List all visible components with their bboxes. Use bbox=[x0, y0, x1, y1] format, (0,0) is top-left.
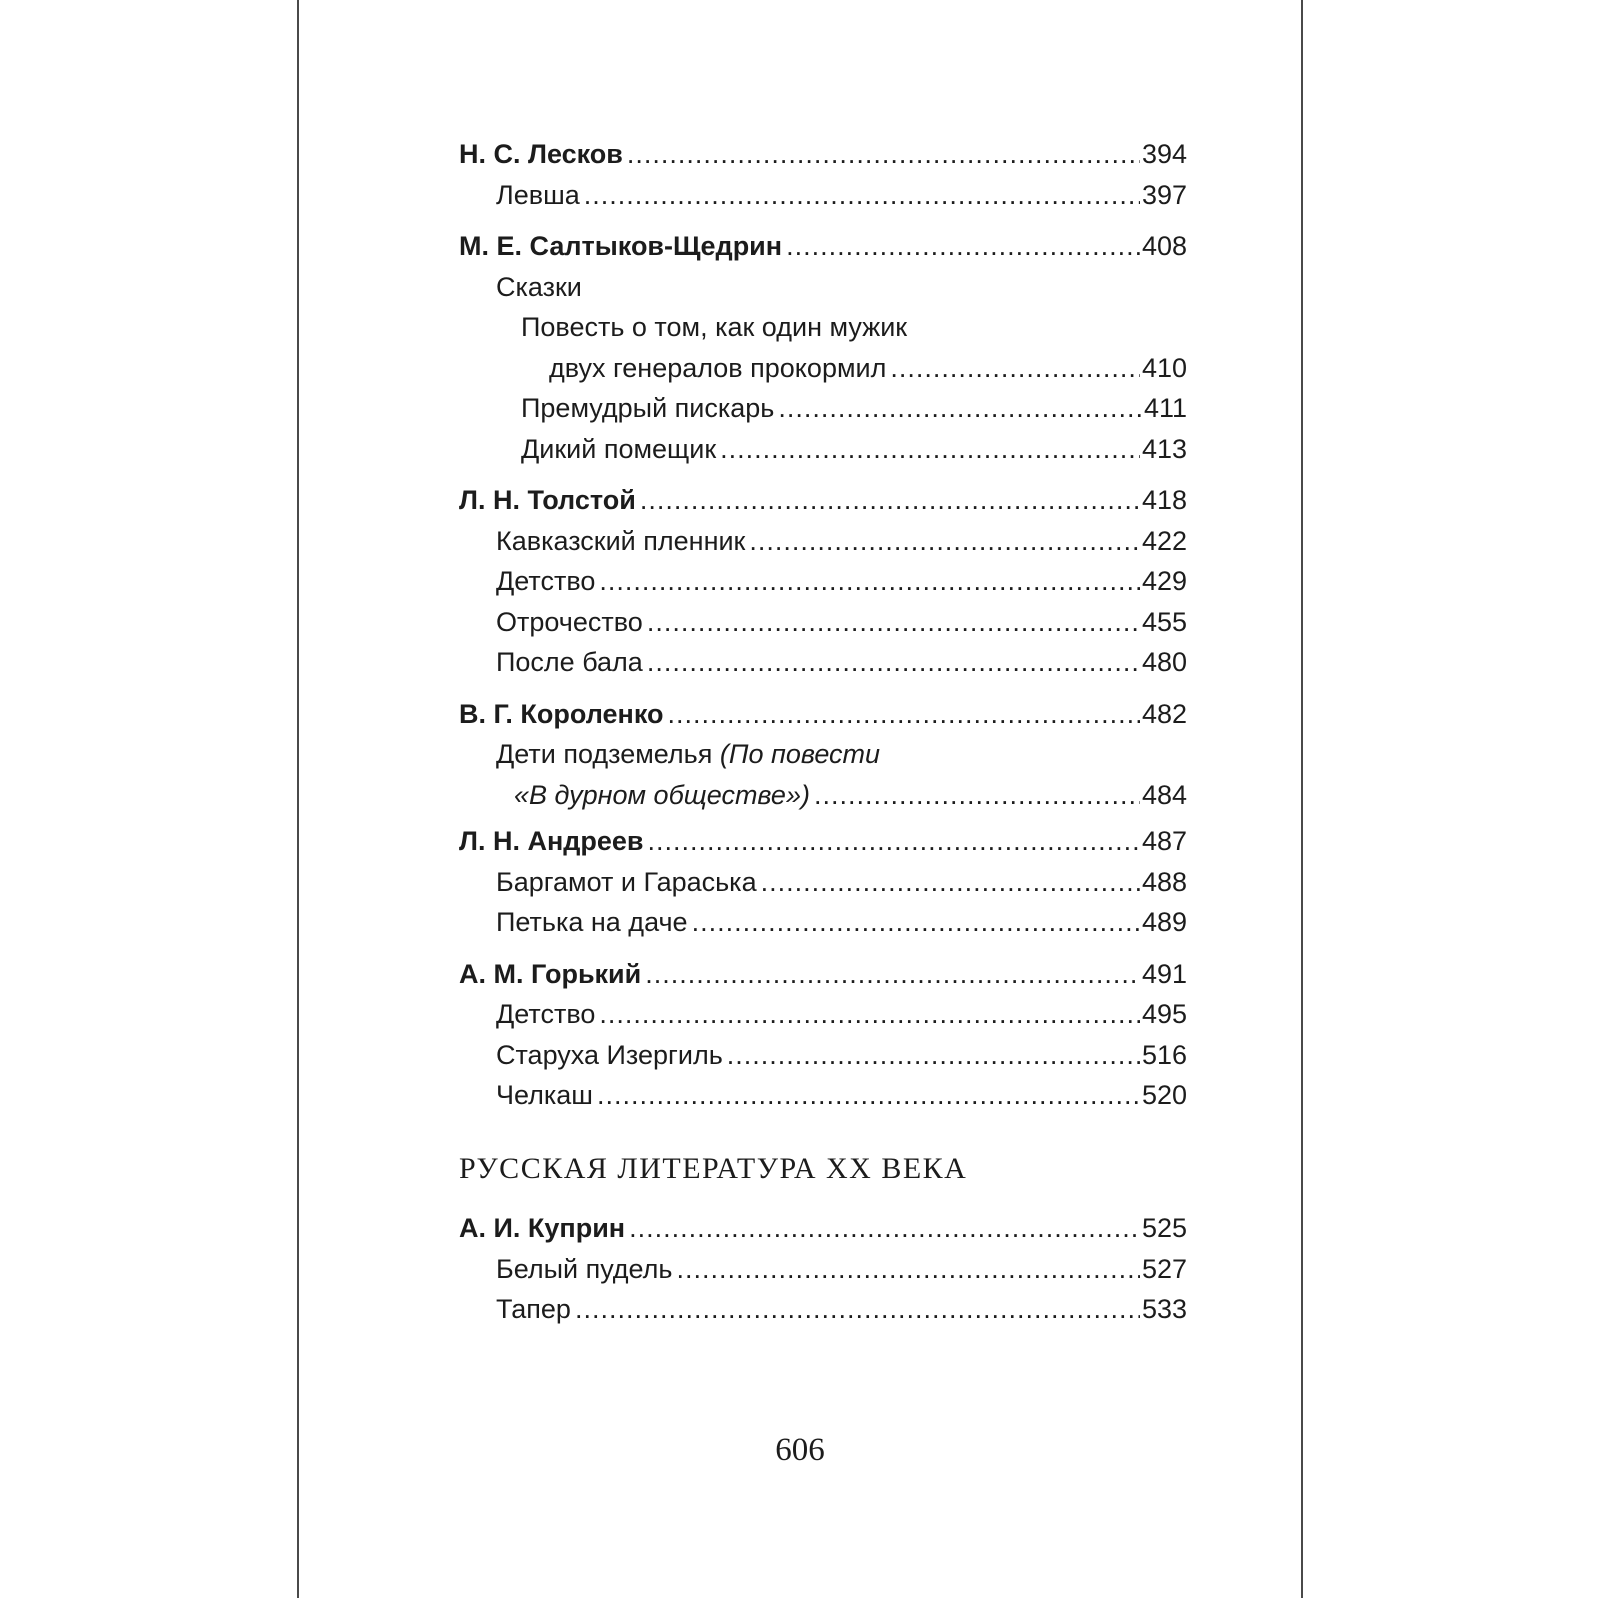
work-title: Детство bbox=[496, 999, 596, 1029]
dot-leader bbox=[692, 902, 1140, 943]
work-title-continued: двух генералов прокормил bbox=[549, 352, 887, 383]
page-ref: 455 bbox=[1141, 606, 1187, 637]
dot-leader bbox=[597, 1075, 1140, 1116]
page-ref: 488 bbox=[1141, 866, 1187, 897]
table-of-contents-continued bbox=[459, 1208, 1187, 1330]
page-ref: 484 bbox=[1141, 779, 1187, 810]
table-of-contents bbox=[459, 134, 1187, 1116]
page-ref: 482 bbox=[1141, 698, 1187, 729]
work-title: Кавказский пленник bbox=[496, 525, 746, 556]
work-title: Старуха Изергиль bbox=[496, 1039, 723, 1070]
work-title: Дикий помещик bbox=[521, 433, 717, 464]
toc-work-entry[interactable] bbox=[459, 642, 1187, 683]
dot-leader bbox=[599, 561, 1140, 602]
page-ref: 495 bbox=[1141, 999, 1187, 1029]
work-title: Левша bbox=[496, 179, 580, 210]
toc-work-entry[interactable] bbox=[459, 175, 1187, 216]
dot-leader bbox=[814, 775, 1140, 816]
work-title: После бала bbox=[496, 647, 643, 677]
toc-work-entry[interactable] bbox=[459, 862, 1187, 903]
dot-leader bbox=[627, 134, 1140, 175]
toc-author-entry[interactable] bbox=[459, 1208, 1187, 1249]
page-ref: 520 bbox=[1141, 1080, 1187, 1110]
work-title: Дети подземелья bbox=[496, 739, 713, 769]
page-ref: 489 bbox=[1141, 907, 1187, 937]
work-title: Баргамот и Гараська bbox=[496, 866, 757, 897]
page-ref: 394 bbox=[1141, 139, 1187, 169]
toc-author-entry[interactable] bbox=[459, 226, 1187, 267]
dot-leader bbox=[677, 1249, 1140, 1290]
toc-work-entry[interactable] bbox=[459, 1289, 1187, 1330]
toc-work-entry[interactable] bbox=[459, 561, 1187, 602]
dot-leader bbox=[727, 1035, 1140, 1076]
page-ref: 525 bbox=[1141, 1213, 1187, 1243]
toc-work-entry[interactable] bbox=[459, 994, 1187, 1035]
work-title: Отрочество bbox=[496, 606, 643, 637]
author-name: М. Е. Салтыков-Щедрин bbox=[459, 231, 783, 261]
section-heading: РУССКАЯ ЛИТЕРАТУРА XX ВЕКА bbox=[459, 1152, 968, 1185]
author-name: Н. С. Лесков bbox=[459, 139, 623, 169]
author-name: Л. Н. Андреев bbox=[459, 826, 644, 856]
dot-leader bbox=[648, 821, 1140, 862]
page-ref: 410 bbox=[1141, 352, 1187, 383]
page-ref: 408 bbox=[1141, 231, 1187, 261]
dot-leader bbox=[890, 348, 1140, 389]
toc-author-entry[interactable] bbox=[459, 480, 1187, 521]
work-note: (По повести bbox=[719, 739, 881, 769]
toc-work-entry-line2[interactable] bbox=[459, 775, 1187, 816]
dot-leader bbox=[749, 521, 1140, 562]
toc-work-entry[interactable] bbox=[459, 521, 1187, 562]
toc-author-entry[interactable] bbox=[459, 694, 1187, 735]
author-name: В. Г. Короленко bbox=[459, 698, 664, 729]
toc-work-entry-line1[interactable] bbox=[459, 307, 1187, 348]
toc-work-entry[interactable] bbox=[459, 602, 1187, 643]
toc-group-heading bbox=[459, 267, 1187, 308]
work-title: Челкаш bbox=[496, 1080, 593, 1110]
dot-leader bbox=[778, 388, 1141, 429]
page-ref: 480 bbox=[1141, 647, 1187, 677]
page-ref: 429 bbox=[1141, 566, 1187, 596]
page-ref: 413 bbox=[1141, 433, 1187, 464]
dot-leader bbox=[584, 175, 1140, 216]
work-title: Повесть о том, как один мужик bbox=[521, 312, 908, 342]
toc-work-entry[interactable] bbox=[459, 388, 1187, 429]
work-title: Детство bbox=[496, 566, 596, 596]
toc-work-entry[interactable] bbox=[459, 1075, 1187, 1116]
page-ref: 418 bbox=[1141, 485, 1187, 515]
toc-work-entry[interactable] bbox=[459, 1249, 1187, 1290]
dot-leader bbox=[720, 429, 1140, 470]
toc-work-entry-line1[interactable] bbox=[459, 734, 1187, 775]
page-ref: 411 bbox=[1143, 393, 1187, 423]
dot-leader bbox=[668, 694, 1140, 735]
page-ref: 527 bbox=[1141, 1253, 1187, 1284]
page-ref: 422 bbox=[1141, 525, 1187, 556]
page-ref: 487 bbox=[1141, 826, 1187, 856]
dot-leader bbox=[629, 1208, 1140, 1249]
group-title: Сказки bbox=[496, 271, 582, 302]
dot-leader bbox=[761, 862, 1140, 903]
dot-leader bbox=[575, 1289, 1140, 1330]
author-name: Л. Н. Толстой bbox=[459, 485, 636, 515]
toc-work-entry[interactable] bbox=[459, 902, 1187, 943]
toc-author-entry[interactable] bbox=[459, 134, 1187, 175]
page-ref: 397 bbox=[1141, 179, 1187, 210]
page-ref: 533 bbox=[1141, 1294, 1187, 1324]
toc-work-entry[interactable] bbox=[459, 429, 1187, 470]
author-name: А. М. Горький bbox=[459, 958, 642, 989]
toc-work-entry[interactable] bbox=[459, 1035, 1187, 1076]
work-title: Петька на даче bbox=[496, 907, 688, 937]
work-title: Премудрый пискарь bbox=[521, 393, 775, 423]
work-note-continued: «В дурном обществе») bbox=[514, 779, 810, 810]
author-name: А. И. Куприн bbox=[459, 1213, 626, 1243]
toc-author-entry[interactable] bbox=[459, 954, 1187, 995]
page-ref: 491 bbox=[1141, 958, 1187, 989]
dot-leader bbox=[647, 602, 1140, 643]
page-ref: 516 bbox=[1141, 1039, 1187, 1070]
dot-leader bbox=[640, 480, 1140, 521]
toc-work-entry-line2[interactable] bbox=[459, 348, 1187, 389]
dot-leader bbox=[647, 642, 1140, 683]
dot-leader bbox=[599, 994, 1140, 1035]
work-title: Тапер bbox=[496, 1294, 571, 1324]
book-page bbox=[297, 0, 1303, 1598]
page-number: 606 bbox=[775, 1432, 825, 1468]
work-title: Белый пудель bbox=[496, 1253, 673, 1284]
toc-author-entry[interactable] bbox=[459, 821, 1187, 862]
dot-leader bbox=[786, 226, 1140, 267]
dot-leader bbox=[645, 954, 1140, 995]
